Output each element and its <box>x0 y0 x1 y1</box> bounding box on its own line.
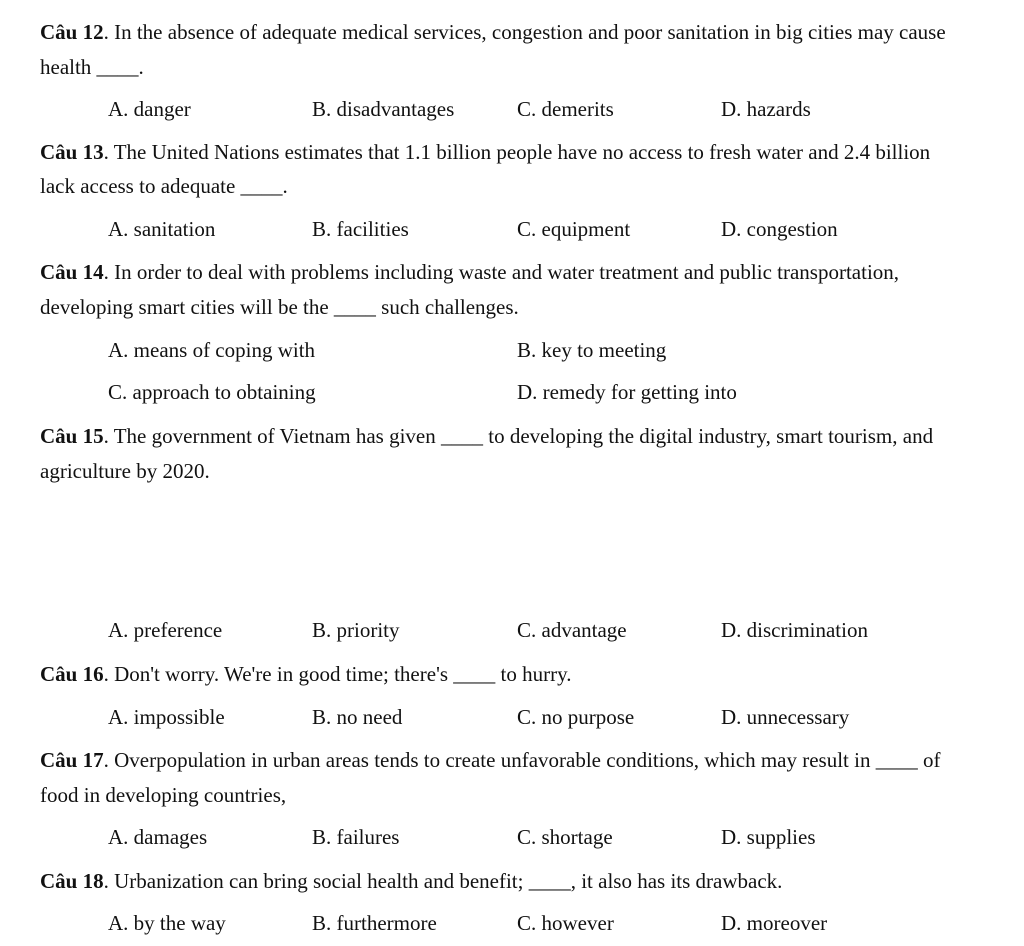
question-12-option-a[interactable]: A. danger <box>108 97 191 121</box>
question-15-text: . The government of Vietnam has given ____ to developing the digital industry, smart tourism, and <box>103 424 934 448</box>
question-18-number: Câu 18 <box>40 869 104 893</box>
question-15-number: Câu 15 <box>40 424 104 448</box>
question-17-option-a[interactable]: A. damages <box>108 825 208 849</box>
question-12-option-b[interactable]: B. disadvantages <box>312 97 455 121</box>
question-13-option-b[interactable]: B. facilities <box>312 217 409 241</box>
question-15-stem-line2: agriculture by 2020. <box>40 459 210 483</box>
question-17-stem-line2: food in developing countries, <box>40 783 287 807</box>
question-15-stem-line1 <box>40 426 933 447</box>
question-14-text: . In order to deal with problems including waste and water treatment and public transportation, <box>103 260 900 284</box>
question-12-number: Câu 12 <box>40 20 104 44</box>
question-13-stem-line1 <box>40 142 930 163</box>
question-13-stem-line2: lack access to adequate ____. <box>40 174 288 198</box>
question-12-text: . In the absence of adequate medical services, congestion and poor sanitation in big cities may cause <box>103 20 946 44</box>
question-16-option-d[interactable]: D. unnecessary <box>721 705 850 729</box>
question-12-option-d[interactable]: D. hazards <box>721 97 811 121</box>
question-18-option-d[interactable]: D. moreover <box>721 911 828 935</box>
question-12-stem-line1 <box>40 22 946 43</box>
question-14-option-b[interactable]: B. key to meeting <box>517 338 667 362</box>
question-12-stem-line2: health ____. <box>40 55 144 79</box>
question-18-stem-line1 <box>40 871 782 892</box>
question-18-text: . Urbanization can bring social health and benefit; ____, it also has its drawback. <box>103 869 783 893</box>
question-16-option-a[interactable]: A. impossible <box>108 705 225 729</box>
question-15-option-d[interactable]: D. discrimination <box>721 618 868 642</box>
question-14-option-d[interactable]: D. remedy for getting into <box>517 380 737 404</box>
question-17-text: . Overpopulation in urban areas tends to create unfavorable conditions, which may result in ____ of <box>103 748 941 772</box>
question-13-text: . The United Nations estimates that 1.1 billion people have no access to fresh water and 2.4 billion <box>103 140 931 164</box>
question-15-option-a[interactable]: A. preference <box>108 618 223 642</box>
question-13-option-d[interactable]: D. congestion <box>721 217 838 241</box>
question-18-option-c[interactable]: C. however <box>517 911 614 935</box>
question-15-option-c[interactable]: C. advantage <box>517 618 627 642</box>
question-14-stem-line2: developing smart cities will be the ____ such challenges. <box>40 295 519 319</box>
question-14-option-c[interactable]: C. approach to obtaining <box>108 380 316 404</box>
question-17-option-d[interactable]: D. supplies <box>721 825 816 849</box>
question-14-number: Câu 14 <box>40 260 104 284</box>
question-18-option-b[interactable]: B. furthermore <box>312 911 437 935</box>
question-17-stem-line1 <box>40 750 940 771</box>
question-17-option-c[interactable]: C. shortage <box>517 825 613 849</box>
question-17-number: Câu 17 <box>40 748 104 772</box>
question-14-stem-line1 <box>40 262 899 283</box>
question-16-text: . Don't worry. We're in good time; there's ____ to hurry. <box>103 662 572 686</box>
question-16-option-c[interactable]: C. no purpose <box>517 705 635 729</box>
question-12-option-c[interactable]: C. demerits <box>517 97 614 121</box>
question-15-option-b[interactable]: B. priority <box>312 618 400 642</box>
question-14-option-a[interactable]: A. means of coping with <box>108 338 316 362</box>
question-16-option-b[interactable]: B. no need <box>312 705 403 729</box>
question-13-option-c[interactable]: C. equipment <box>517 217 631 241</box>
question-18-option-a[interactable]: A. by the way <box>108 911 226 935</box>
question-16-number: Câu 16 <box>40 662 104 686</box>
question-16-stem-line1 <box>40 664 572 685</box>
question-13-number: Câu 13 <box>40 140 104 164</box>
question-13-option-a[interactable]: A. sanitation <box>108 217 216 241</box>
question-17-option-b[interactable]: B. failures <box>312 825 400 849</box>
